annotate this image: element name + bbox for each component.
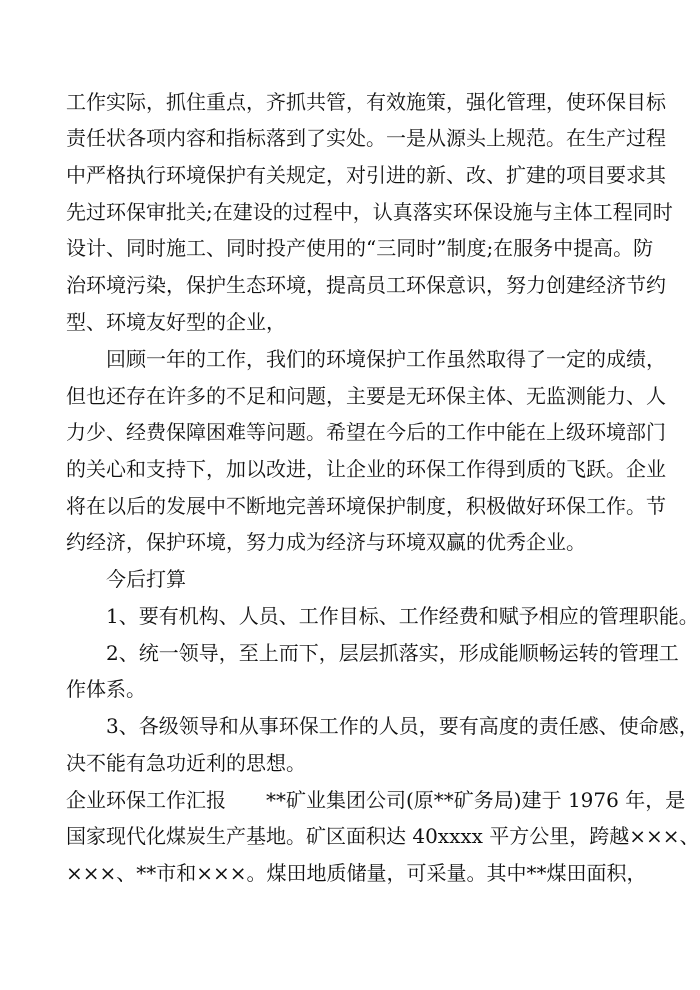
paragraph-line: 设计、同时施工、同时投产使用的“三同时”制度;在服务中提高。防	[66, 236, 654, 260]
list-item: 2、统一领导，至上而下，层层抓落实，形成能顺畅运转的管理工	[106, 641, 679, 665]
list-item-continuation: 决不能有急功近利的思想。	[66, 751, 306, 775]
paragraph-line: 工作实际，抓住重点，齐抓共管，有效施策，强化管理，使环保目标	[66, 90, 666, 114]
paragraph-line: ×××、**市和×××。煤田地质储量，可采量。其中**煤田面积，	[66, 861, 647, 885]
paragraph-line: 企业环保工作汇报 **矿业集团公司(原**矿务局)建于 1976 年，是	[66, 788, 686, 812]
paragraph-line: 治环境污染，保护生态环境，提高员工环保意识，努力创建经济节约	[66, 273, 666, 297]
section-heading: 今后打算	[106, 567, 186, 591]
paragraph-line: 将在以后的发展中不断地完善环境保护制度，积极做好环保工作。节	[66, 494, 666, 518]
paragraph-line: 约经济，保护环境，努力成为经济与环境双赢的优秀企业。	[66, 530, 586, 554]
paragraph-line: 先过环保审批关;在建设的过程中，认真落实环保设施与主体工程同时	[66, 200, 673, 224]
paragraph-line: 力少、经费保障困难等问题。希望在今后的工作中能在上级环境部门	[66, 420, 666, 444]
paragraph-line: 国家现代化煤炭生产基地。矿区面积达 40xxxx 平方公里，跨越×××、	[66, 824, 700, 848]
paragraph-line: 型、环境友好型的企业，	[66, 310, 286, 334]
paragraph-line: 但也还存在许多的不足和问题，主要是无环保主体、无监测能力、人	[66, 384, 666, 408]
paragraph-line: 的关心和支持下，加以改进，让企业的环保工作得到质的飞跃。企业	[66, 457, 666, 481]
list-item: 1、要有机构、人员、工作目标、工作经费和赋予相应的管理职能。	[106, 604, 699, 628]
paragraph-line: 责任状各项内容和指标落到了实处。一是从源头上规范。在生产过程	[66, 126, 666, 150]
paragraph-line: 中严格执行环境保护有关规定，对引进的新、改、扩建的项目要求其	[66, 163, 666, 187]
list-item: 3、各级领导和从事环保工作的人员，要有高度的责任感、使命感，	[106, 714, 699, 738]
list-item-continuation: 作体系。	[66, 677, 146, 701]
paragraph-line: 回顾一年的工作，我们的环境保护工作虽然取得了一定的成绩，	[106, 347, 666, 371]
